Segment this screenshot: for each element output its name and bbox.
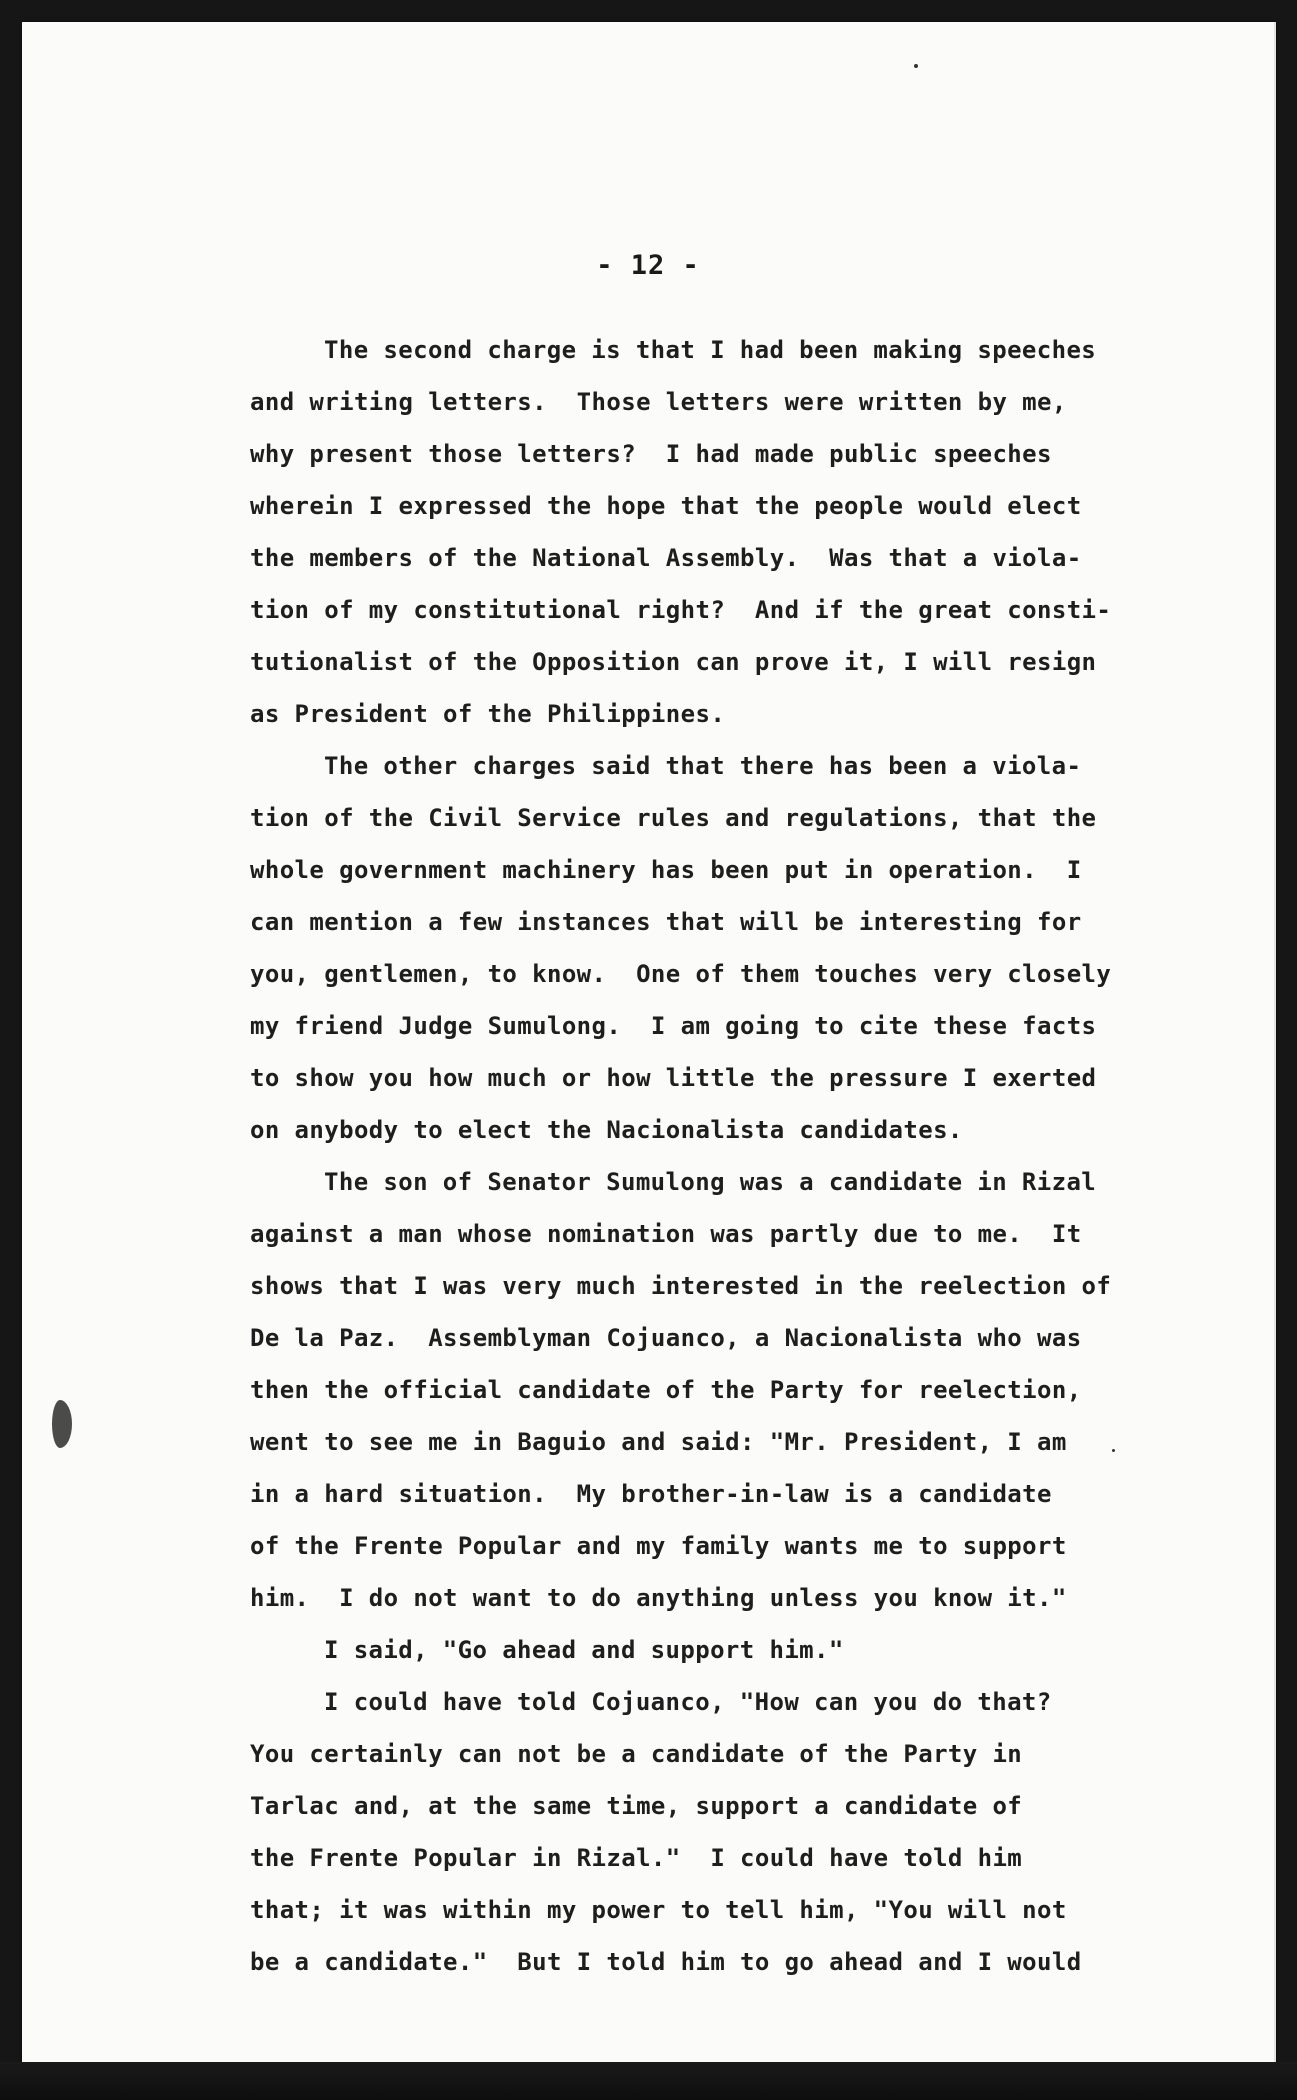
text-line: tutionalist of the Opposition can prove it, I will resign: [250, 648, 1097, 676]
text-line: the members of the National Assembly. Was that a viola-: [250, 544, 1082, 572]
text-line: and writing letters. Those letters were written by me,: [250, 388, 1067, 416]
text-line: I could have told Cojuanco, "How can you do that?: [324, 1688, 1052, 1716]
scan-bottom-edge: [0, 2062, 1297, 2100]
text-line: on anybody to elect the Nacionalista candidates.: [250, 1116, 963, 1144]
text-line: can mention a few instances that will be interesting for: [250, 908, 1082, 936]
text-line: Tarlac and, at the same time, support a candidate of: [250, 1792, 1023, 1820]
page-number: - 12 -: [596, 250, 700, 281]
text-line: The son of Senator Sumulong was a candidate in Rizal: [324, 1168, 1097, 1196]
text-line: in a hard situation. My brother-in-law is a candidate: [250, 1480, 1052, 1508]
scan-speck: [914, 64, 918, 68]
text-line: whole government machinery has been put in operation. I: [250, 856, 1082, 884]
text-line: The second charge is that I had been making speeches: [324, 336, 1097, 364]
text-line: to show you how much or how little the pressure I exerted: [250, 1064, 1097, 1092]
text-line: The other charges said that there has been a viola-: [324, 752, 1082, 780]
text-line: why present those letters? I had made public speeches: [250, 440, 1052, 468]
text-line: I said, "Go ahead and support him.": [324, 1636, 844, 1664]
text-line: You certainly can not be a candidate of the Party in: [250, 1740, 1023, 1768]
text-line: tion of my constitutional right? And if the great consti-: [250, 596, 1112, 624]
text-line: went to see me in Baguio and said: "Mr. President, I am: [250, 1428, 1067, 1456]
text-line: as President of the Philippines.: [250, 700, 726, 728]
text-line: De la Paz. Assemblyman Cojuanco, a Nacionalista who was: [250, 1324, 1082, 1352]
text-line: tion of the Civil Service rules and regulations, that the: [250, 804, 1097, 832]
text-line: be a candidate." But I told him to go ahead and I would: [250, 1948, 1082, 1976]
text-line: my friend Judge Sumulong. I am going to cite these facts: [250, 1012, 1097, 1040]
text-line: that; it was within my power to tell him, "You will not: [250, 1896, 1067, 1924]
text-line: of the Frente Popular and my family wants me to support: [250, 1532, 1067, 1560]
text-line: shows that I was very much interested in the reelection of: [250, 1272, 1112, 1300]
text-line: wherein I expressed the hope that the people would elect: [250, 492, 1082, 520]
text-line: the Frente Popular in Rizal." I could have told him: [250, 1844, 1023, 1872]
body-text: [250, 331, 1210, 1995]
text-line: against a man whose nomination was partly due to me. It: [250, 1220, 1082, 1248]
text-line: you, gentlemen, to know. One of them touches very closely: [250, 960, 1112, 988]
text-line: him. I do not want to do anything unless you know it.": [250, 1584, 1067, 1612]
paper-sheet: [22, 22, 1276, 2062]
text-line: then the official candidate of the Party for reelection,: [250, 1376, 1082, 1404]
scan-speck: [1112, 1449, 1115, 1452]
